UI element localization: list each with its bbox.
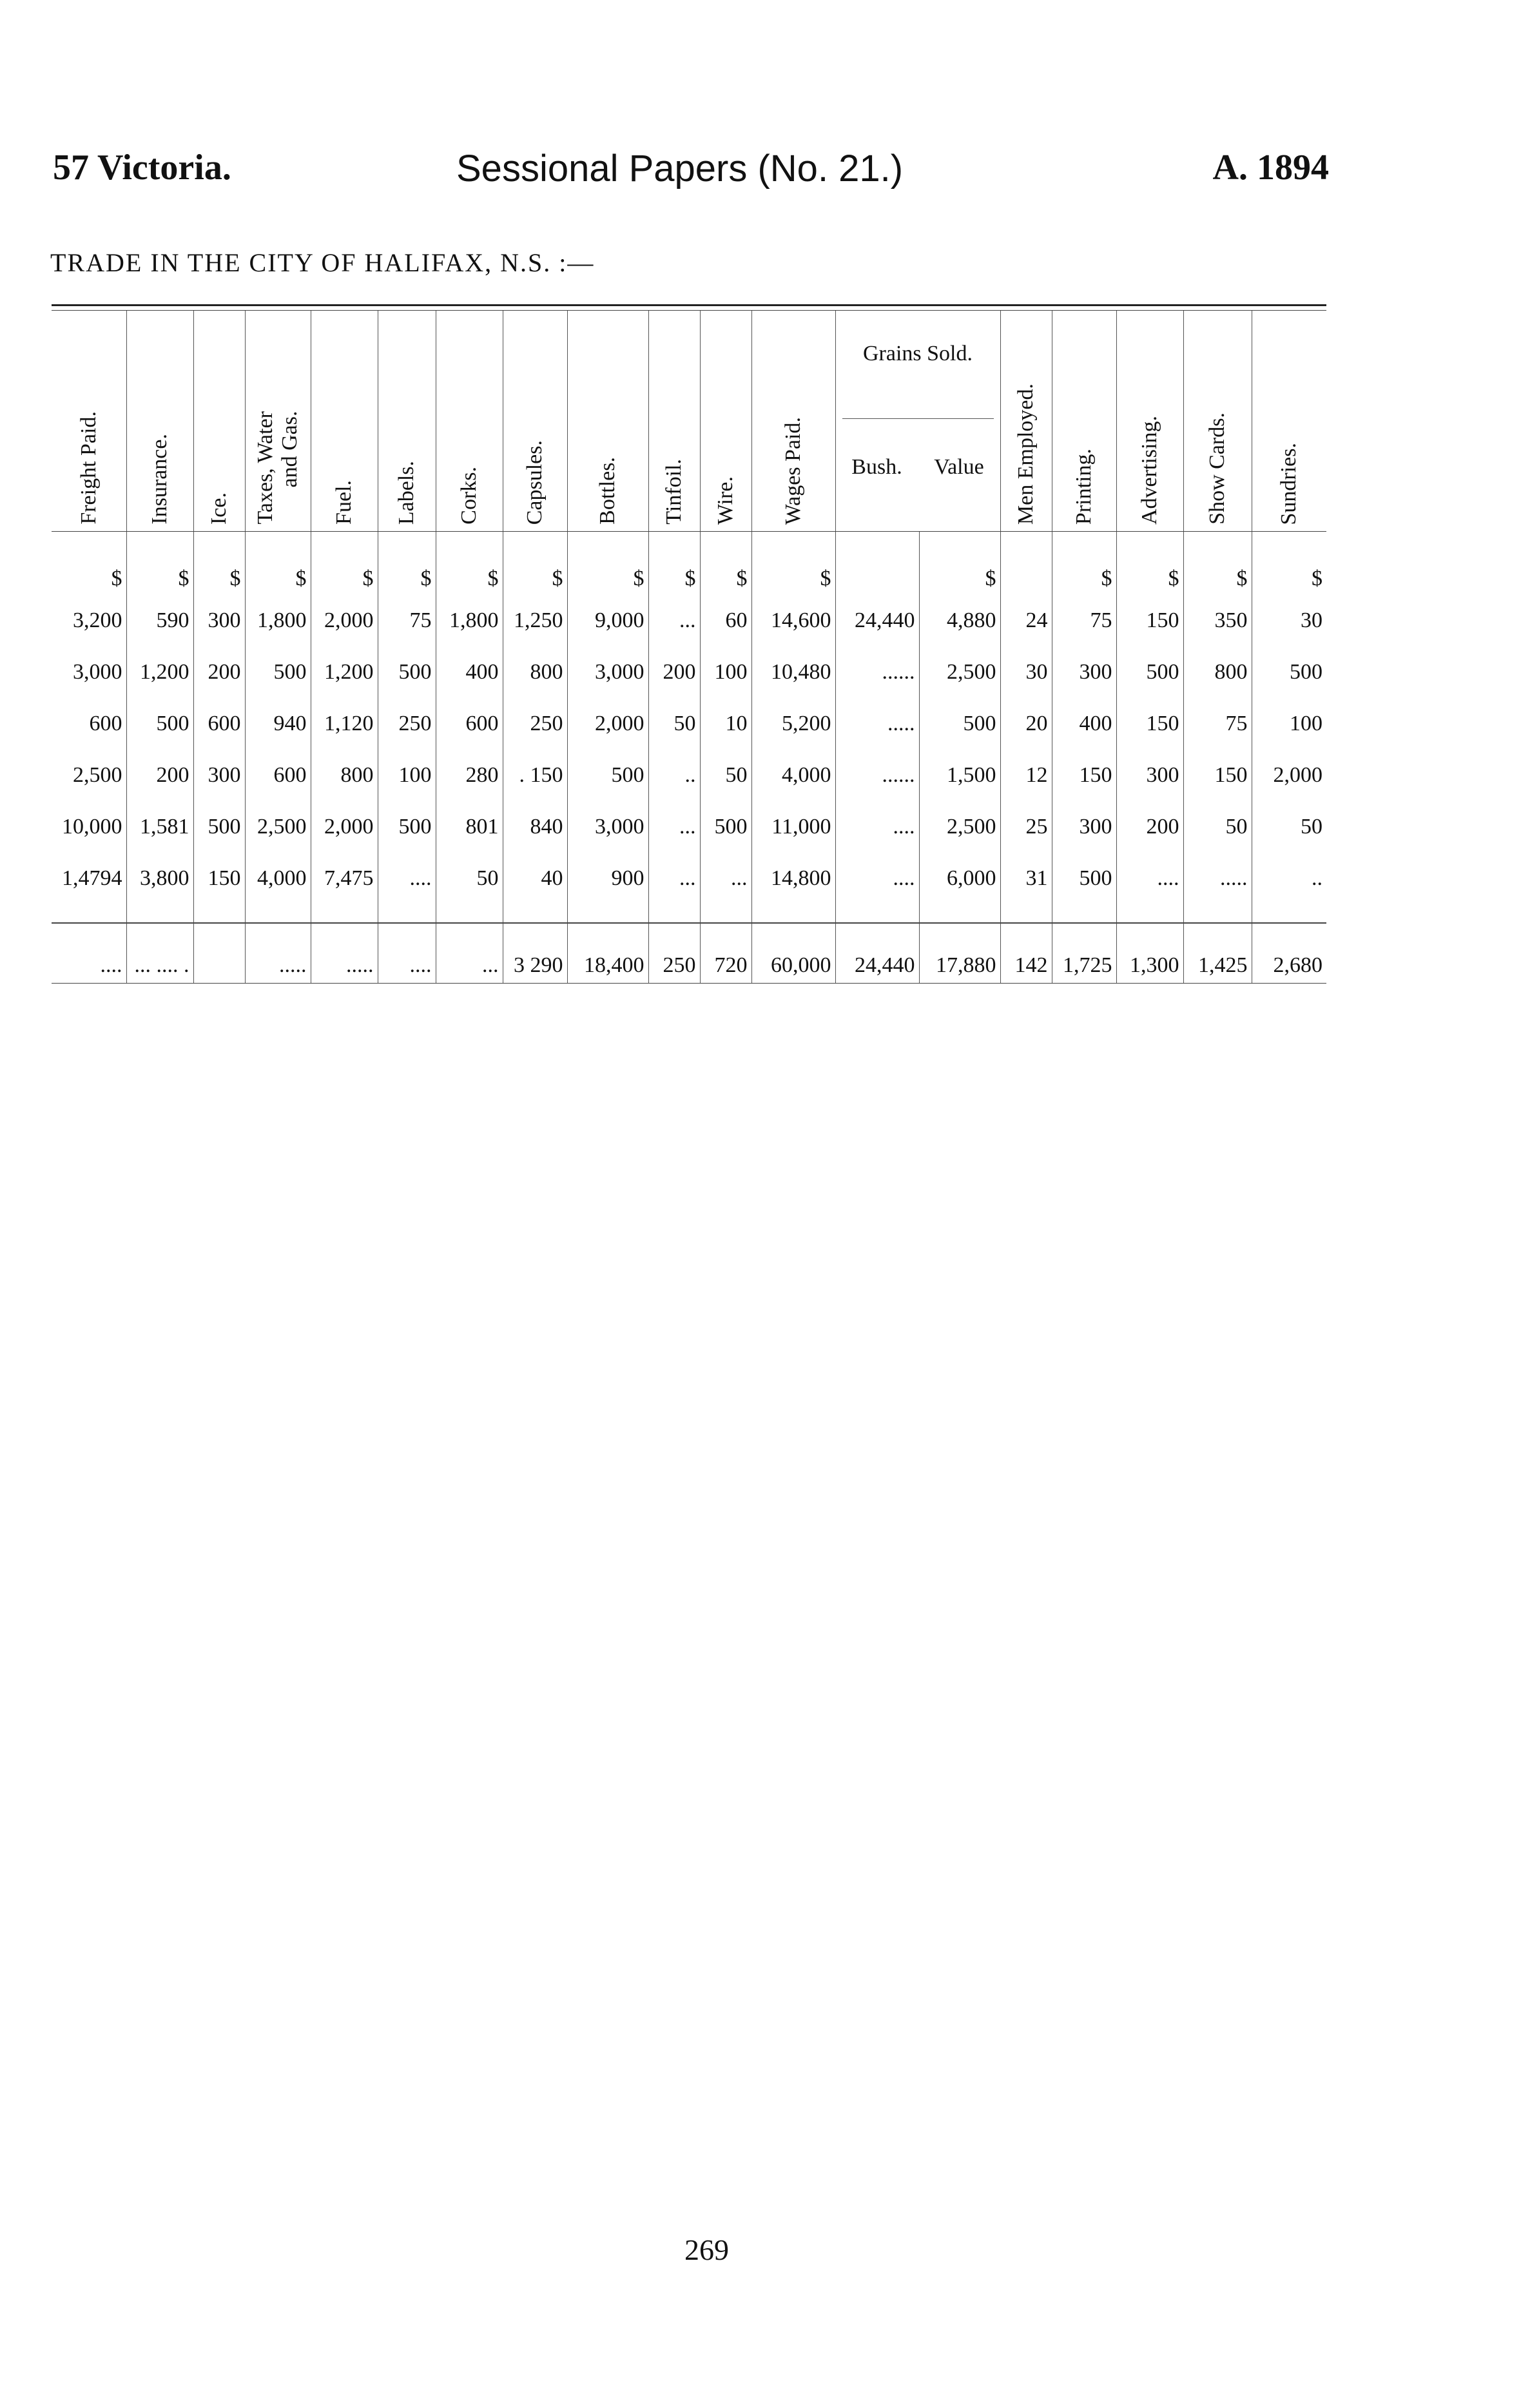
separator-row	[52, 904, 1326, 923]
unit-cell: $	[311, 532, 378, 596]
table-cell: 11,000	[751, 801, 835, 853]
separator-cell	[311, 904, 378, 923]
table-cell: .....	[1183, 853, 1252, 904]
table-cell: 30	[1000, 646, 1052, 698]
col-taxes-water-gas: Taxes, Water and Gas.	[245, 311, 311, 532]
table-cell: 200	[126, 750, 193, 801]
table-cell: 24	[1000, 595, 1052, 646]
table-cell: 500	[1052, 853, 1116, 904]
table-cell: 500	[700, 801, 751, 853]
total-cell: 17,880	[919, 923, 1000, 984]
table-cell: 9,000	[567, 595, 648, 646]
total-cell: .....	[245, 923, 311, 984]
table-cell: 500	[126, 698, 193, 750]
separator-cell	[919, 904, 1000, 923]
separator-cell	[1183, 904, 1252, 923]
table-cell: 150	[1052, 750, 1116, 801]
table-cell: 300	[193, 595, 245, 646]
unit-cell: $	[111, 567, 122, 590]
table-cell: 1,120	[311, 698, 378, 750]
unit-cell: $	[378, 532, 436, 596]
unit-cell: $	[648, 532, 700, 596]
table-cell: ..	[1252, 853, 1326, 904]
col-tinfoil: Tinfoil.	[648, 311, 700, 532]
col-fuel: Fuel.	[311, 311, 378, 532]
table-cell: 500	[919, 698, 1000, 750]
table-cell: ...	[648, 801, 700, 853]
total-cell: 60,000	[751, 923, 835, 984]
total-cell: 2,680	[1252, 923, 1326, 984]
unit-cell: $	[1116, 532, 1183, 596]
table-cell: 4,000	[245, 853, 311, 904]
unit-cell: $	[245, 532, 311, 596]
separator-cell	[1052, 904, 1116, 923]
unit-cell: $	[193, 532, 245, 596]
table-cell: 800	[503, 646, 567, 698]
table-cell: 250	[378, 698, 436, 750]
separator-cell	[1252, 904, 1326, 923]
table-cell: 400	[436, 646, 503, 698]
table-row	[52, 801, 1326, 853]
unit-cell: $	[1252, 532, 1326, 596]
table-cell: 50	[1183, 801, 1252, 853]
table-cell: 150	[1183, 750, 1252, 801]
table-cell: ..	[648, 750, 700, 801]
table-cell: 100	[700, 646, 751, 698]
separator-cell	[126, 904, 193, 923]
table-cell: 400	[1052, 698, 1116, 750]
table-cell: 200	[648, 646, 700, 698]
table-cell: .....	[835, 698, 919, 750]
grains-value-label: Value	[934, 455, 984, 479]
table-cell: 12	[1000, 750, 1052, 801]
total-cell: ... .... .	[126, 923, 193, 984]
table-cell: 280	[436, 750, 503, 801]
table-cell: 2,500	[73, 763, 122, 787]
total-cell: ....	[378, 923, 436, 984]
separator-cell	[245, 904, 311, 923]
header-session: 57 Victoria.	[53, 148, 231, 188]
table-cell: 5,200	[751, 698, 835, 750]
table-cell: 300	[1052, 646, 1116, 698]
total-cell: 1,425	[1183, 923, 1252, 984]
table-cell: 3,200	[73, 608, 122, 632]
header-row	[52, 311, 1326, 532]
table-cell: 75	[378, 595, 436, 646]
col-wire: Wire.	[700, 311, 751, 532]
table-title: TRADE IN THE CITY OF HALIFAX, N.S. :—	[50, 248, 595, 277]
table-cell: 300	[193, 750, 245, 801]
top-rule	[52, 304, 1326, 306]
table-cell: ...	[648, 853, 700, 904]
total-cell: ....	[52, 923, 126, 984]
col-bottles: Bottles.	[567, 311, 648, 532]
table-cell: 2,000	[311, 595, 378, 646]
col-freight-paid: Freight Paid.	[52, 311, 126, 532]
table-cell: ....	[378, 853, 436, 904]
total-cell: 250	[648, 923, 700, 984]
table-cell: 600	[245, 750, 311, 801]
table-cell: 3,800	[126, 853, 193, 904]
separator-cell	[567, 904, 648, 923]
separator-cell	[1000, 904, 1052, 923]
table-cell: 1,200	[311, 646, 378, 698]
col-corks: Corks.	[436, 311, 503, 532]
table-cell: 100	[378, 750, 436, 801]
units-row	[52, 532, 1326, 596]
table-cell: 1,500	[919, 750, 1000, 801]
table-row	[52, 646, 1326, 698]
table-cell: . 150	[503, 750, 567, 801]
total-cell: .....	[311, 923, 378, 984]
col-men-employed: Men Employed.	[1000, 311, 1052, 532]
unit-cell	[1000, 532, 1052, 596]
table-cell: 3,000	[567, 801, 648, 853]
table-cell: 3,000	[73, 660, 122, 684]
table-cell: 14,600	[751, 595, 835, 646]
table-cell: ....	[835, 853, 919, 904]
table-cell: 4,880	[919, 595, 1000, 646]
table-row	[52, 698, 1326, 750]
separator-cell	[751, 904, 835, 923]
table-cell: 500	[1116, 646, 1183, 698]
total-cell: ...	[436, 923, 503, 984]
table-cell: 50	[1252, 801, 1326, 853]
table-cell: 50	[436, 853, 503, 904]
col-capsules: Capsules.	[503, 311, 567, 532]
total-cell: 24,440	[835, 923, 919, 984]
table-cell: 500	[1252, 646, 1326, 698]
table-cell: ...	[648, 595, 700, 646]
table-cell: 2,000	[1252, 750, 1326, 801]
unit-cell: $	[919, 532, 1000, 596]
table-cell: 60	[700, 595, 751, 646]
table-cell: 300	[1116, 750, 1183, 801]
table-cell: ....	[1116, 853, 1183, 904]
total-cell: 142	[1000, 923, 1052, 984]
total-cell: 3 290	[503, 923, 567, 984]
trade-table-container	[52, 304, 1326, 984]
table-cell: 3,000	[567, 646, 648, 698]
table-cell: 100	[1252, 698, 1326, 750]
table-cell: 75	[1052, 595, 1116, 646]
table-cell: 1,250	[503, 595, 567, 646]
table-cell: 4,000	[751, 750, 835, 801]
total-cell: 1,725	[1052, 923, 1116, 984]
table-cell: 24,440	[835, 595, 919, 646]
table-cell: 300	[1052, 801, 1116, 853]
total-cell: 18,400	[567, 923, 648, 984]
total-cell: 720	[700, 923, 751, 984]
trade-table	[52, 311, 1326, 984]
unit-cell: $	[700, 532, 751, 596]
unit-cell: $	[567, 532, 648, 596]
table-cell: ......	[835, 646, 919, 698]
table-row	[52, 750, 1326, 801]
separator-cell	[52, 904, 126, 923]
table-cell: 500	[378, 646, 436, 698]
table-cell: 500	[193, 801, 245, 853]
separator-cell	[835, 904, 919, 923]
unit-cell: $	[1052, 532, 1116, 596]
header-sessional-papers: Sessional Papers (No. 21.)	[456, 148, 904, 189]
unit-cell: $	[1183, 532, 1252, 596]
separator-cell	[648, 904, 700, 923]
table-cell: 1,800	[245, 595, 311, 646]
table-cell: 801	[436, 801, 503, 853]
table-cell: 50	[648, 698, 700, 750]
table-cell: 150	[1116, 595, 1183, 646]
table-cell: 600	[193, 698, 245, 750]
table-body	[52, 532, 1326, 984]
table-cell: 800	[1183, 646, 1252, 698]
table-cell: 10,480	[751, 646, 835, 698]
col-labels: Labels.	[378, 311, 436, 532]
table-cell: 1,581	[126, 801, 193, 853]
table-cell: 50	[700, 750, 751, 801]
table-cell: 940	[245, 698, 311, 750]
totals-row	[52, 923, 1326, 984]
table-cell: 590	[126, 595, 193, 646]
col-show-cards: Show Cards.	[1183, 311, 1252, 532]
table-cell: 600	[436, 698, 503, 750]
table-cell: 2,500	[919, 801, 1000, 853]
unit-cell: $	[751, 532, 835, 596]
total-cell	[193, 923, 245, 984]
table-cell: 2,500	[919, 646, 1000, 698]
table-cell: 14,800	[751, 853, 835, 904]
grains-sold-label: Grains Sold.	[842, 311, 994, 419]
col-insurance: Insurance.	[126, 311, 193, 532]
unit-cell	[835, 532, 919, 596]
table-cell: 150	[193, 853, 245, 904]
col-sundries: Sundries.	[1252, 311, 1326, 532]
page-header	[53, 147, 1329, 199]
table-cell: 6,000	[919, 853, 1000, 904]
col-grains-sold	[835, 311, 1000, 532]
unit-cell: $	[503, 532, 567, 596]
table-row	[52, 853, 1326, 904]
table-cell: 40	[503, 853, 567, 904]
separator-cell	[436, 904, 503, 923]
table-cell: 200	[193, 646, 245, 698]
table-cell: 10	[700, 698, 751, 750]
table-cell: 2,000	[567, 698, 648, 750]
table-cell: 250	[503, 698, 567, 750]
table-cell: 350	[1183, 595, 1252, 646]
table-cell: ....	[835, 801, 919, 853]
separator-cell	[700, 904, 751, 923]
table-cell: 1,4794	[62, 866, 122, 890]
table-cell: 2,500	[245, 801, 311, 853]
table-cell: 25	[1000, 801, 1052, 853]
table-row	[52, 595, 1326, 646]
table-cell: 500	[567, 750, 648, 801]
table-cell: ......	[835, 750, 919, 801]
table-cell: 900	[567, 853, 648, 904]
grains-bush-label: Bush.	[851, 455, 902, 479]
table-cell: 500	[378, 801, 436, 853]
table-cell: ...	[700, 853, 751, 904]
header-year: A. 1894	[1212, 148, 1329, 188]
table-cell: 20	[1000, 698, 1052, 750]
separator-cell	[193, 904, 245, 923]
table-cell: 1,800	[436, 595, 503, 646]
unit-cell: $	[126, 532, 193, 596]
table-cell: 600	[89, 712, 122, 735]
separator-cell	[1116, 904, 1183, 923]
table-cell: 500	[245, 646, 311, 698]
separator-cell	[503, 904, 567, 923]
separator-cell	[378, 904, 436, 923]
unit-cell: $	[436, 532, 503, 596]
table-cell: 31	[1000, 853, 1052, 904]
table-cell: 150	[1116, 698, 1183, 750]
table-cell: 30	[1252, 595, 1326, 646]
table-cell: 200	[1116, 801, 1183, 853]
table-cell: 75	[1183, 698, 1252, 750]
table-cell: 840	[503, 801, 567, 853]
table-cell: 800	[311, 750, 378, 801]
table-cell: 7,475	[311, 853, 378, 904]
total-cell: 1,300	[1116, 923, 1183, 984]
col-wages-paid: Wages Paid.	[751, 311, 835, 532]
col-printing: Printing.	[1052, 311, 1116, 532]
page-number: 269	[684, 2233, 729, 2266]
table-cell: 10,000	[62, 815, 122, 839]
table-cell: 1,200	[126, 646, 193, 698]
col-advertising: Advertising.	[1116, 311, 1183, 532]
col-ice: Ice.	[193, 311, 245, 532]
table-cell: 2,000	[311, 801, 378, 853]
